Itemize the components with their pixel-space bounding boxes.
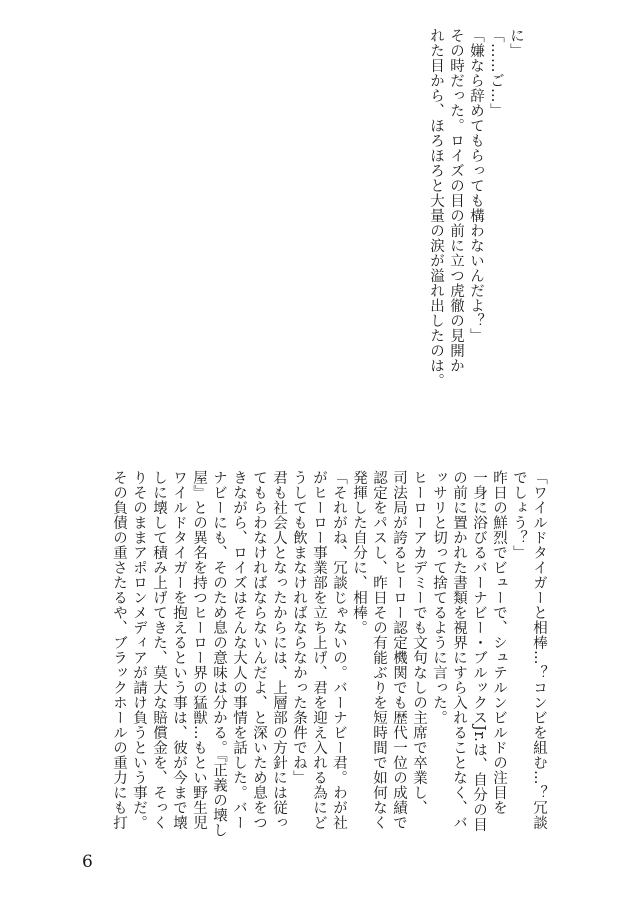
text-line: れた目から、ほろほろと大量の涙が溢れ出したのは。 bbox=[428, 28, 444, 388]
text-line: てもらわなければならないんだよ、と深いため息をつ bbox=[251, 470, 267, 830]
text-line: きながら、ロイズはそんな大人の事情を話した。バー bbox=[231, 470, 247, 830]
text-line: 昨日の鮮烈でビューで、シュテルンビルドの注目を bbox=[491, 470, 507, 815]
text-line: その負債の重さたるや、ブラックホールの重力にも打 bbox=[111, 470, 127, 830]
upper-text-block bbox=[426, 28, 526, 408]
text-line: 「……ご…」 bbox=[488, 28, 504, 118]
text-line: その時だった。ロイズの目の前に立つ虎徹の見開か bbox=[448, 28, 464, 373]
text-line: ワイルドタイガーを抱えるという事は、彼が今まで壊 bbox=[171, 470, 187, 830]
text-line: ヒーローアカデミーでも文句なしの主席で卒業し、 bbox=[411, 470, 427, 815]
text-line: でしょう？」 bbox=[511, 470, 527, 560]
text-line: 発揮した自分に、相棒。 bbox=[351, 470, 367, 635]
text-line: しに壊して積み上げてきた、莫大な賠償金を、そっく bbox=[151, 470, 167, 830]
text-line: りそのままアポロンメディアが請け負うという事だ。 bbox=[131, 470, 147, 830]
text-line: 司法局が誇るヒーロー認定機関でも歴代一位の成績で bbox=[391, 470, 407, 830]
text-line: ナビーにも、そのため息の意味は分かる。『正義の壊し bbox=[211, 470, 227, 838]
text-line: がヒーロー事業部を立ち上げ、君を迎え入れる為にど bbox=[311, 470, 327, 830]
text-line: 「ワイルドタイガーと相棒…？コンビを組む…？冗談 bbox=[531, 470, 547, 830]
lower-text-block bbox=[109, 470, 549, 865]
text-line: 一身に浴びるバーナビー・ブルックスJr.は、自分の目 bbox=[471, 470, 487, 833]
text-line: 君も社会人となったからには、上層部の方針には従っ bbox=[271, 470, 287, 830]
text-line: の前に置かれた書類を視界にすら入れることなく、バ bbox=[451, 470, 467, 830]
text-line: ッサリと切って捨てるように言った。 bbox=[431, 470, 447, 725]
page-number: 6 bbox=[82, 852, 94, 872]
text-line: 認定をパスし、昨日その有能ぶりを短時間で如何なく bbox=[371, 470, 387, 830]
text-line: 「嫌なら辞めてもらっても構わないんだよ？」 bbox=[468, 28, 484, 343]
text-line: 屋』との異名を持つヒーロー界の猛獣…もとい野生児 bbox=[191, 470, 207, 830]
text-line: 「それがね、冗談じゃないの。バーナビー君。わが社 bbox=[331, 470, 347, 830]
text-line: に」 bbox=[508, 28, 524, 58]
text-line: うしても飲まなければならなかった条件でね」 bbox=[291, 470, 307, 785]
